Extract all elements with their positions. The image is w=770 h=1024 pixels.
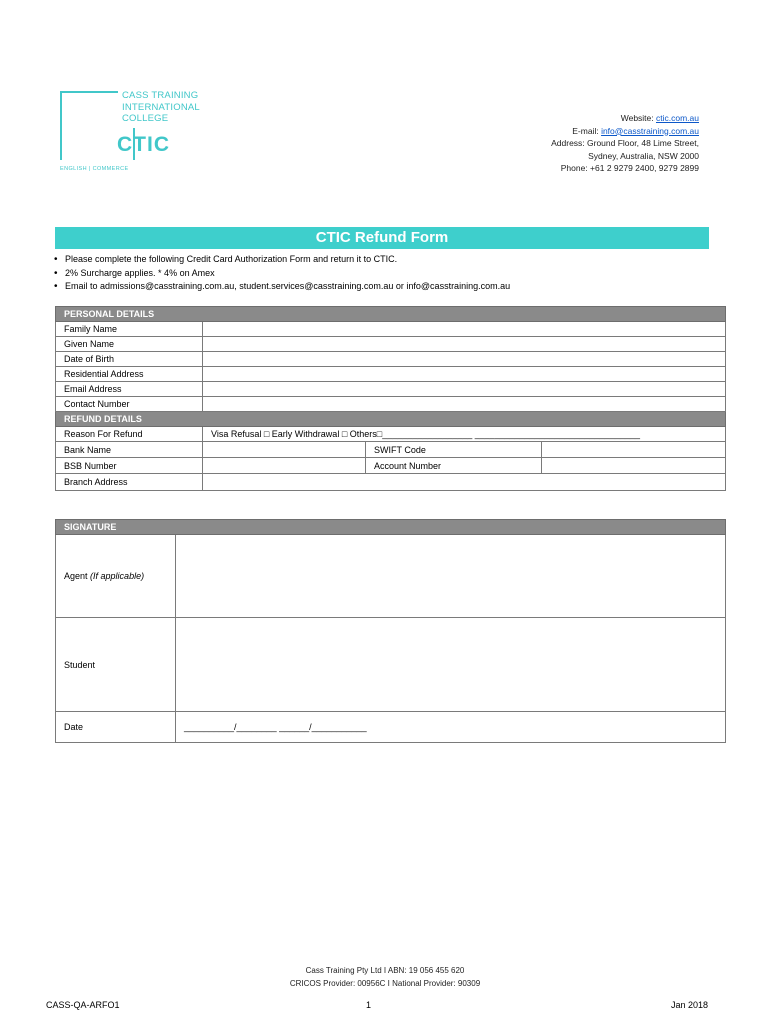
date-label: Date [56,712,176,743]
signature-header: SIGNATURE [56,520,726,535]
bsb-number-field[interactable] [203,458,366,474]
document-code: CASS-QA-ARFO1 [46,1000,120,1010]
email-link[interactable]: info@casstraining.com.au [601,125,699,136]
logo-tagline: ENGLISH | COMMERCE [60,166,129,172]
instruction-item: • Email to admissions@casstraining.com.au, student.services@casstraining.com.au or info@casstraining.com.au [54,280,510,294]
details-table [55,306,726,491]
personal-details-header: PERSONAL DETAILS [56,307,726,322]
website-link[interactable]: ctic.com.au [656,113,699,123]
branch-address-field[interactable] [203,474,726,491]
signature-table [55,519,726,743]
instructions-list [54,253,510,294]
agent-signature-field[interactable] [176,535,726,618]
field-label: SWIFT Code [366,442,542,458]
given-name-field[interactable] [203,337,726,352]
family-name-field[interactable] [203,322,726,337]
instruction-item: • Please complete the following Credit Card Authorization Form and return it to CTIC. [54,253,510,267]
field-label: Email Address [56,382,203,397]
refund-reason-options[interactable]: Visa Refusal □ Early Withdrawal □ Others□__________________ _________________________________ [203,427,726,442]
field-label: Date of Birth [56,352,203,367]
footer-abn: Cass Training Pty Ltd I ABN: 19 056 455 620 [305,966,465,975]
date-field[interactable]: __________/________ ______/___________ [176,712,726,743]
footer-cricos: CRICOS Provider: 00956C I National Provider: 90309 [289,979,481,988]
residential-address-field[interactable] [203,367,726,382]
date-of-birth-field[interactable] [203,352,726,367]
address-line-2: Sydney, Australia, NSW 2000 [588,150,699,161]
contact-block: Website: ctic.com.au E-mail: info@casstraining.com.au Address: Ground Floor, 48 Lime Street, Sydney, Australia, NSW 2000 Phone: +61 2 9279 2400, 9279 2899 [551,113,699,174]
field-label: Contact Number [56,397,203,412]
phone: Phone: +61 2 9279 2400, 9279 2899 [560,163,699,174]
field-label: Account Number [366,458,542,474]
refund-details-header: REFUND DETAILS [56,412,726,427]
field-label: Given Name [56,337,203,352]
field-label: Family Name [56,322,203,337]
form-title: CTIC Refund Form [55,227,709,249]
instruction-item: • 2% Surcharge applies. * 4% on Amex [54,267,510,281]
field-label: Bank Name [56,442,203,458]
swift-code-field[interactable] [542,442,726,458]
field-label: Reason For Refund [56,427,203,442]
student-label: Student [56,618,176,712]
bank-name-field[interactable] [203,442,366,458]
document-date: Jan 2018 [671,1000,709,1010]
logo-wordmark: CTIC [117,133,170,156]
contact-number-field[interactable] [203,397,726,412]
address-line-1: Address: Ground Floor, 48 Lime Street, [551,138,699,149]
agent-label: Agent (If applicable) [56,535,176,618]
field-label: BSB Number [56,458,203,474]
student-signature-field[interactable] [176,618,726,712]
page-number: 1 [366,1000,372,1010]
field-label: Branch Address [56,474,203,491]
email-address-field[interactable] [203,382,726,397]
logo-text: CASS TRAINING INTERNATIONAL COLLEGE [122,90,200,124]
account-number-field[interactable] [542,458,726,474]
field-label: Residential Address [56,367,203,382]
